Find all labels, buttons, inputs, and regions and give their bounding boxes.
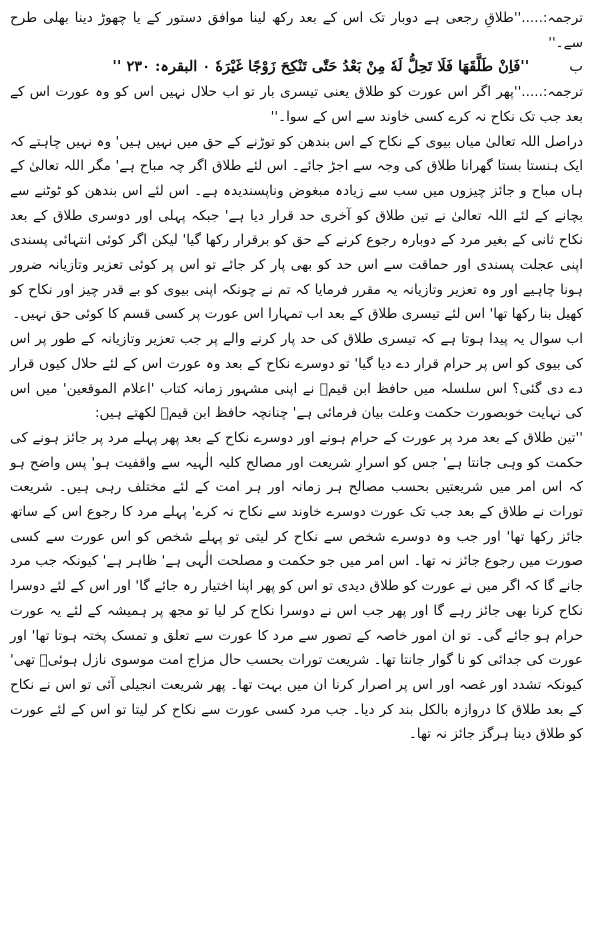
- verse-letter: ب: [569, 58, 583, 76]
- translation-2: ترجمہ:.....''پھر اگر اس عورت کو طلاق یعنی تیسری بار تو اب حلال نہیں اس کو وہ عورت اس کے بعد جب تک نکاح نہ کرے کسی خاوند سے اس کے سوا۔'': [10, 84, 583, 125]
- quotation: ''تین طلاق کے بعد مرد پر عورت کے حرام ہونے اور دوسرے نکاح کے بعد پھر پہلے مرد پر جائز ہونے کی حکمت کو وہی جانتا ہے' جس کو اسرارِ شریعت اور مصالح کلیہ الٰہیہ سے واقفیت ہو' پس واضح ہو کہ اس امر میں شریعتیں بحسب مصالح ہر زمانہ اور ہر امت کے لئے مختلف رہی ہیں۔ شریعت تورات نے طلاق کے بعد جب تک عورت دوسرے خاوند سے نکاح نہ کرے' پہلے مرد کا رجوع اس کے ساتھ جائز رکھا تھا' اور جب وہ دوسرے شخص سے نکاح کر لیتی تو پہلے شخص کو اس عورت سے کسی صورت میں رجوع جائز نہ تھا۔ اس امر میں جو حکمت و مصلحت الٰہی ہے' ظاہر ہے' کیونکہ جب مرد جانے گا کہ اگر میں نے عورت کو طلاق دیدی تو اس کو پھر اپنا اختیار رہ جائے گا' اور اس کے لئے دوسرا نکاح کرنا بھی جائز رہے گا اور پھر جب اس نے دوسرا نکاح کر لیا تو مجھ پر ہمیشہ کے لئے یہ عورت حرام ہو جائے گی۔ تو ان امور خاصہ کے تصور سے مرد کا عورت سے تعلق و تمسک پختہ ہوتا تھا' اور عورت کی جدائی کو نا گوار جانتا تھا۔ شریعت تورات بحسب حال مزاج امت موسوی نازل ہوئیؑ تھی' کیونکہ تشدد اور غصہ اور اس پر اصرار کرنا ان میں بہت تھا۔ پھر شریعت انجیلی آئی تو اس نے نکاح کے بعد طلاق کا دروازہ بالکل بند کر دیا۔ جب مرد کسی عورت سے نکاح کر لیتا تو اس کے لئے عورت کو طلاق دینا ہرگز جائز نہ تھا۔: [10, 429, 583, 743]
- verse-text: ''فَاِنْ طَلَّقَهَا فَلَا تَحِلُّ لَهٗ مِنْ بَعْدُ حَتّٰى تَنْكِحَ زَوْجًا غَيْرَهٗ ۰ البقرہ: ۲۳۰ '': [112, 58, 530, 76]
- quran-verse: [10, 55, 583, 80]
- translation-1: ترجمہ:.....''طلاقِ رجعی ہے دوبار تک اس کے بعد رکھ لینا موافق دستور کے یا چھوڑ دینا بھلی طرح سے۔'': [10, 10, 583, 51]
- paragraph-1: دراصل اللہ تعالیٰ میاں بیوی کے نکاح کے اس بندھن کو توڑنے کے حق میں نہیں ہیں' وہ نہیں چاہتے کہ ایک ہنستا بستا گھرانا طلاق کی وجہ سے اجڑ جائے۔ اس لئے طلاق اگر چہ مباح ہے' مگر اللہ تعالیٰ کے ہاں مباح و جائز چیزوں میں سب سے زیادہ مبغوض وناپسندیدہ ہے۔ اس لئے اس بندھن کو ٹوٹنے سے بچانے کے لئے اللہ تعالیٰ نے تین طلاق کو آخری حد قرار دیا ہے' جبکہ پہلی اور دوسری طلاق کے بعد نکاح ثانی کے بغیر مرد کے دوبارہ رجوع کرنے کے حق کو برقرار رکھا گیا' لیکن اگر کوئی انتہائی پسندی اپنی عجلت پسندی اور حماقت سے اس حد کو بھی پار کر جائے تو اس پر کوئی تعزیر وتازیانہ ضرور ہونا چاہیے اور وہ تعزیر وتازیانہ یہ مقرر فرمایا کہ تم نے چونکہ اپنی بیوی کو بے قدر چیز اور نکاح کو کھیل بنا رکھا تھا' اس لئے تیسری طلاق کے بعد اب تمہارا اس عورت پر کسی قسم کا کوئی حق نہیں۔: [10, 133, 583, 323]
- paragraph-2: اب سوال یہ پیدا ہوتا ہے کہ تیسری طلاق کی حد پار کرنے والے پر جب تعزیر وتازیانہ کے طور پر اس کی بیوی کو اس پر حرام قرار دے دیا گیا' تو دوسرے نکاح کے بعد وہ عورت اس کے لئے حلال کیوں قرار دے دی گئی؟ اس سلسلہ میں حافظ ابن قیمؒ نے اپنی مشہور زمانہ کتاب 'اعلام الموقعین' میں اس کی نہایت خوبصورت حکمت وعلت بیان فرمائی ہے' چنانچہ حافظ ابن قیمؒ لکھتے ہیں:: [10, 331, 583, 422]
